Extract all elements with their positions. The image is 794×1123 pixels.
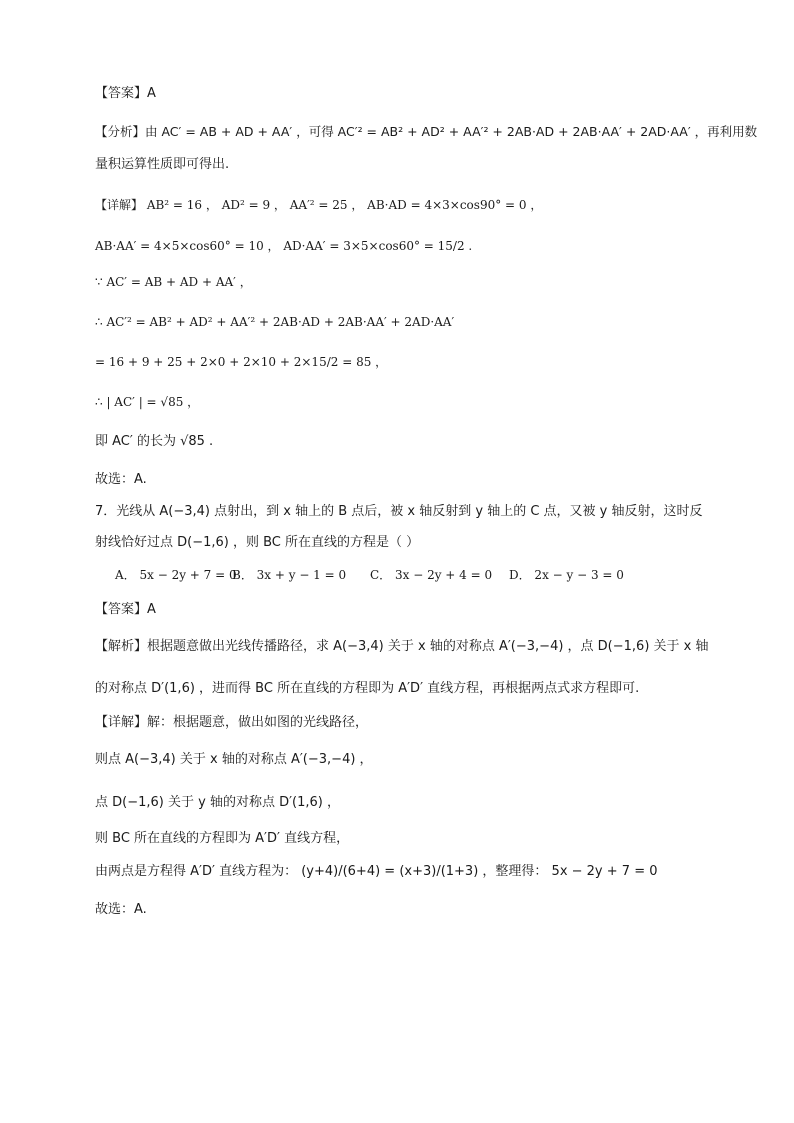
analysis-7-line-2: 的对称点 D′(1,6) ，进而得 BC 所在直线的方程即为 A′D′ 直线方程，再根据两点式求方程即可. bbox=[95, 681, 640, 696]
analysis-7-line-1: 【解析】根据题意做出光线传播路径，求 A(−3,4) 关于 x 轴的对称点 A′(−3,−4) ，点 D(−1,6) 关于 x 轴 bbox=[95, 639, 709, 654]
selection-7: 故选：A. bbox=[95, 902, 147, 917]
detail-6-line-3: ∵ AC′ = AB + AD + AA′ ， bbox=[95, 275, 252, 289]
answer-7: 【答案】A bbox=[95, 602, 156, 617]
detail-6-line-1: 【详解】 AB² = 16 ， AD² = 9 ， AA′² = 25 ， AB·AD = 4×3×cos90° = 0 ， bbox=[95, 198, 543, 212]
detail-6-line-4: ∴ AC′² = AB² + AD² + AA′² + 2AB·AD + 2AB·AA′ + 2AD·AA′ bbox=[95, 315, 455, 329]
question-7-line-2: 射线恰好过点 D(−1,6) ，则 BC 所在直线的方程是（ ） bbox=[95, 535, 420, 550]
detail-7-line-4: 则 BC 所在直线的方程即为 A′D′ 直线方程， bbox=[95, 831, 350, 846]
answer-6: 【答案】A bbox=[95, 86, 156, 101]
selection-6: 故选：A. bbox=[95, 472, 147, 487]
detail-6-line-6: ∴ | AC′ | = √85 ， bbox=[95, 395, 200, 409]
detail-7-line-1: 【详解】解：根据题意，做出如图的光线路径， bbox=[95, 715, 369, 730]
analysis-6-cont: 量积运算性质即可得出. bbox=[95, 157, 230, 172]
detail-7-line-3: 点 D(−1,6) 关于 y 轴的对称点 D′(1,6) ， bbox=[95, 795, 340, 810]
detail-7-line-5: 由两点是方程得 A′D′ 直线方程为： (y+4)/(6+4) = (x+3)/(1+3) ，整理得： 5x − 2y + 7 = 0 bbox=[95, 864, 658, 879]
detail-6-line-7: 即 AC′ 的长为 √85 . bbox=[95, 434, 214, 449]
option-a: A． 5x − 2y + 7 = 0 bbox=[115, 568, 237, 582]
option-b: B． 3x + y − 1 = 0 bbox=[232, 568, 347, 582]
detail-6-line-2: AB·AA′ = 4×5×cos60° = 10 ， AD·AA′ = 3×5×cos60° = 15/2 . bbox=[95, 239, 473, 253]
detail-6-line-5: = 16 + 9 + 25 + 2×0 + 2×10 + 2×15/2 = 85 ， bbox=[95, 355, 388, 369]
question-7-line-1: 7．光线从 A(−3,4) 点射出，到 x 轴上的 B 点后，被 x 轴反射到 y 轴上的 C 点，又被 y 轴反射，这时反 bbox=[95, 504, 703, 519]
detail-7-line-2: 则点 A(−3,4) 关于 x 轴的对称点 A′(−3,−4) ， bbox=[95, 752, 373, 767]
analysis-6: 【分析】由 AC′ = AB + AD + AA′ ，可得 AC′² = AB² + AD² + AA′² + 2AB·AD + 2AB·AA′ + 2AD·AA′ ，再利用数 bbox=[95, 124, 758, 139]
option-c: C． 3x − 2y + 4 = 0 bbox=[370, 568, 493, 582]
option-d: D． 2x − y − 3 = 0 bbox=[509, 568, 624, 582]
